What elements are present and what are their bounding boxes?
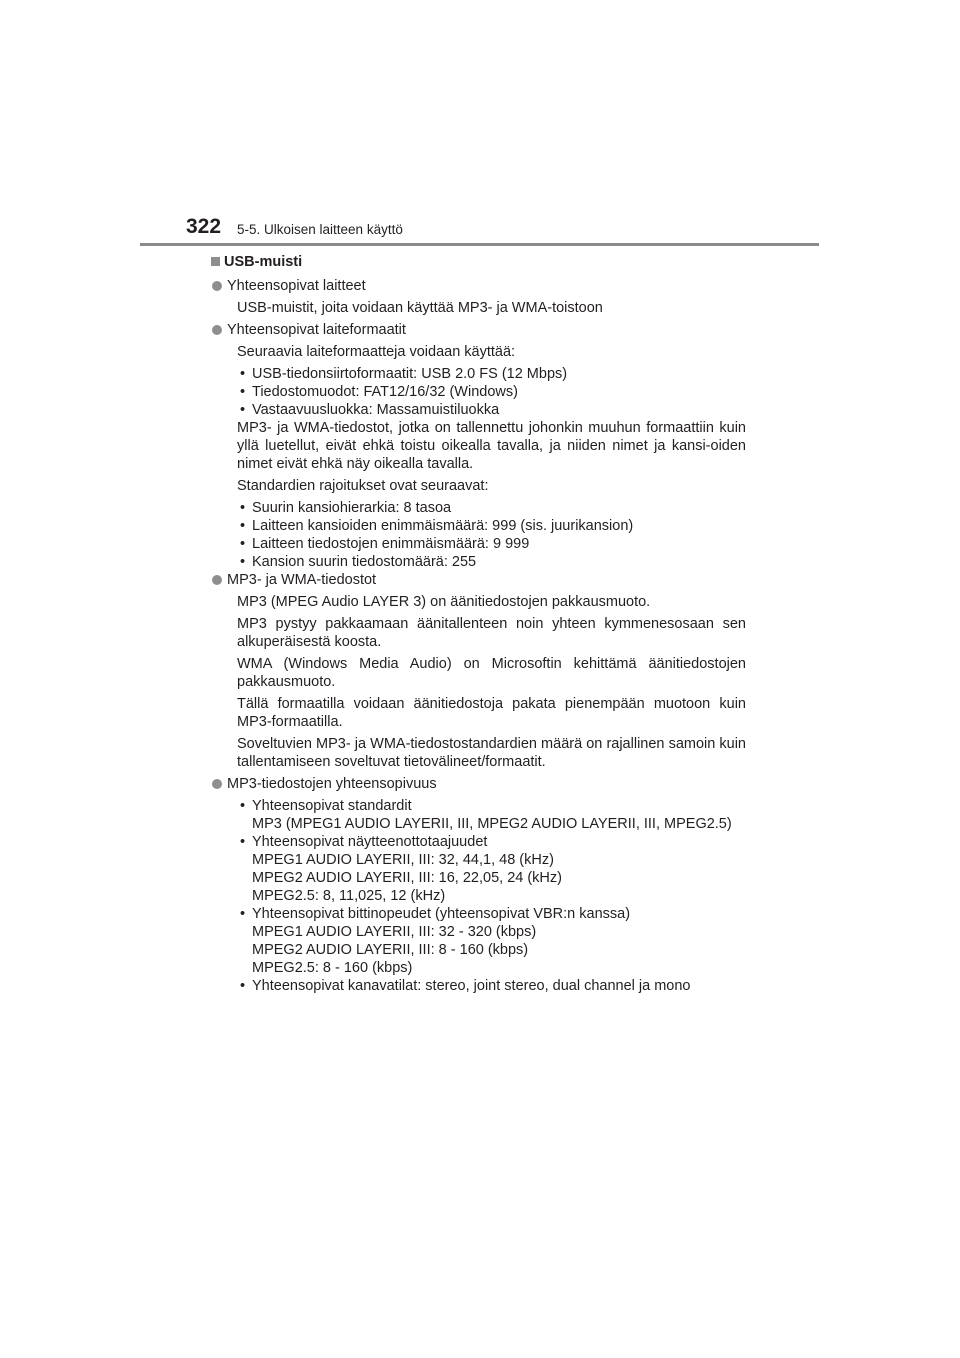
subsection-title: MP3- ja WMA-tiedostot — [211, 571, 746, 589]
bullet-list — [211, 797, 746, 995]
paragraph: WMA (Windows Media Audio) on Microsoftin kehittämä äänitiedostojen pakkausmuoto. — [237, 656, 746, 690]
paragraph: MP3 pystyy pakkaamaan äänitallenteen noin yhteen kymmenesosaan sen alkuperäisestä koosta. — [237, 616, 746, 650]
bullet-dot: • — [240, 402, 246, 418]
paragraph: MP3- ja WMA-tiedostot, jotka on tallennettu johonkin muuhun formaattiin kuin yllä luetellut, eivät ehkä toistu oikealla tavalla, ja niiden nimet ja kansi-oiden nimet eivät ehkä näy oikealla tavalla. — [237, 420, 746, 472]
circle-bullet-icon — [212, 325, 222, 335]
list-item: • Yhteensopivat standardit MP3 (MPEG1 AUDIO LAYERII, III, MPEG2 AUDIO LAYERII, III, MPEG2.5) — [240, 798, 732, 832]
list-item: • Laitteen kansioiden enimmäismäärä: 999 (sis. juurikansion) — [240, 518, 634, 534]
list-item: • Yhteensopivat kanavatilat: stereo, joint stereo, dual channel ja mono — [240, 978, 691, 994]
page-header — [0, 0, 960, 250]
paragraph: USB-muistit, joita voidaan käyttää MP3- ja WMA-toistoon — [237, 300, 603, 316]
paragraph: MP3 (MPEG Audio LAYER 3) on äänitiedostojen pakkausmuoto. — [237, 594, 651, 610]
page-content — [211, 253, 746, 995]
paragraph: Standardien rajoitukset ovat seuraavat: — [237, 478, 489, 494]
bullet-list — [211, 365, 746, 419]
list-item: • Tiedostomuodot: FAT12/16/32 (Windows) — [240, 384, 518, 400]
list-item: • USB-tiedonsiirtoformaatit: USB 2.0 FS (12 Mbps) — [240, 366, 568, 382]
circle-bullet-icon — [212, 281, 222, 291]
section-title: 5-5. Ulkoisen laitteen käyttö — [237, 222, 403, 237]
bullet-dot: • — [240, 834, 246, 850]
subsection-title: Yhteensopivat laitteet — [211, 277, 746, 295]
subsection-title: MP3-tiedostojen yhteensopivuus — [211, 775, 746, 793]
list-item: • Laitteen tiedostojen enimmäismäärä: 9 999 — [240, 536, 530, 552]
bullet-dot: • — [240, 798, 246, 814]
circle-bullet-icon — [212, 575, 222, 585]
list-item: • Vastaavuusluokka: Massamuistiluokka — [240, 402, 500, 418]
paragraph: Soveltuvien MP3- ja WMA-tiedostostandardien määrä on rajallinen samoin kuin tallentamiseen soveltuvat tietovälineet/formaatit. — [237, 736, 746, 770]
bullet-dot: • — [240, 384, 246, 400]
bullet-dot: • — [240, 978, 246, 994]
header-divider — [140, 243, 819, 246]
bullet-dot: • — [240, 554, 246, 570]
section-heading — [211, 253, 746, 273]
bullet-dot: • — [240, 536, 246, 552]
list-item: • Kansion suurin tiedostomäärä: 255 — [240, 554, 477, 570]
bullet-list — [211, 499, 746, 571]
bullet-dot: • — [240, 906, 246, 922]
list-item: • Suurin kansiohierarkia: 8 tasoa — [240, 500, 452, 516]
list-item: • Yhteensopivat bittinopeudet (yhteensopivat VBR:n kanssa) MPEG1 AUDIO LAYERII, III: 32 - 320 (kbps) MPEG2 AUDIO LAYERII, III: 8 - 160 (kbps) MPEG2.5: 8 - 160 (kbps) — [240, 906, 631, 976]
subsection-title: Yhteensopivat laiteformaatit — [211, 321, 746, 339]
circle-bullet-icon — [212, 779, 222, 789]
paragraph: Seuraavia laiteformaatteja voidaan käyttää: — [237, 344, 516, 360]
page-number: 322 — [186, 215, 222, 238]
bullet-dot: • — [240, 366, 246, 382]
square-bullet-icon — [211, 257, 220, 266]
list-item: • Yhteensopivat näytteenottotaajuudet MPEG1 AUDIO LAYERII, III: 32, 44,1, 48 (kHz) MPEG2 AUDIO LAYERII, III: 16, 22,05, 24 (kHz) MPEG2.5: 8, 11,025, 12 (kHz) — [240, 834, 562, 904]
bullet-dot: • — [240, 500, 246, 516]
heading-text: USB-muisti — [224, 254, 303, 270]
paragraph: Tällä formaatilla voidaan äänitiedostoja pakata pienempään muotoon kuin MP3-formaatilla. — [237, 696, 746, 730]
bullet-dot: • — [240, 518, 246, 534]
